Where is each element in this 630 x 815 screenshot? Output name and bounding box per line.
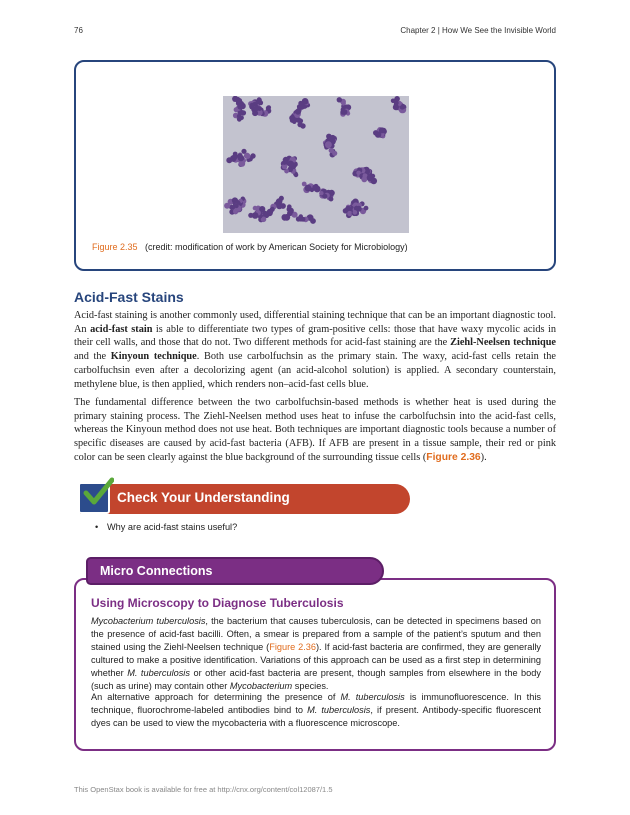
figure-caption — [92, 242, 408, 252]
cell-dot — [391, 99, 396, 104]
stained-cells-graphic — [223, 96, 409, 233]
cell-dot — [282, 214, 288, 220]
micro-connections-subtitle: Using Microscopy to Diagnose Tuberculosis — [91, 596, 344, 610]
cell-dot — [248, 213, 253, 218]
figure-credit: (credit: modification of work by American Society for Microbiology) — [145, 242, 408, 252]
check-understanding-list — [95, 522, 237, 532]
cell-dot — [234, 204, 238, 208]
cell-dot — [342, 109, 348, 115]
cell-dot — [312, 185, 317, 190]
micrograph-image — [223, 96, 409, 233]
micro-connections-title: Micro Connections — [100, 564, 213, 578]
cell-dot — [250, 103, 255, 108]
cell-dot — [364, 206, 369, 211]
body-paragraph-1: Acid-fast staining is another commonly used, differential staining technique that can be an important diagnostic tool. An acid-fast stain is able to differentiate two types of gram-positive cells: those that have waxy mycolic acids in their cell walls, and those that do not. Two different methods for acid-fast staining are the Ziehl-Neelsen technique and the Kinyoun technique. Both use carbolfuchsin as the primary stain. The waxy, acid-fast cells retain the carbolfuchsin even after a decolorizing agent (an acid-alcohol solution) is applied. A secondary counterstain, methylene blue, is then applied, which renders non–acid-fast cells blue. — [74, 310, 556, 390]
list-item: • Why are acid-fast stains useful? — [95, 522, 237, 532]
figure-label: Figure 2.35 — [92, 242, 138, 252]
cell-dot — [287, 161, 293, 167]
micro-paragraph-1: Mycobacterium tuberculosis, the bacterium that causes tuberculosis, can be detected in specimens based on the presence of acid-fast bacilli. Often, a smear is prepared from a sample of the patient’s sputum and then stained using the Ziehl-Neelsen technique (Figure 2.36). If acid-fast bacteria are confirmed, they are generally cultured to make a positive identification. Variations of this approach can be used as a first step in determining whether M. tuberculosis or other acid-fast bacteria are present, though samples from elsewhere in the body (such as urine) may contain other Mycobacterium species. — [91, 616, 541, 691]
cell-dot — [373, 130, 378, 135]
cell-dot — [325, 141, 332, 148]
cell-dot — [329, 148, 334, 153]
body-paragraph-2: The fundamental difference between the two carbolfuchsin-based methods is whether heat is used during the primary staining process. The Ziehl-Neelsen method uses heat to infuse the carbolfuchsin into the acid-fast cells, whereas the Kinyoun method does not use heat. Both techniques are important diagnostic tools because a number of specific diseases are caused by acid-fast bacteria (AFB). If AFB are present in a tissue sample, their red or pink color can be seen clearly against the blue background of the surrounding tissue cells (Figure 2.36). — [74, 397, 556, 463]
cell-dot — [337, 97, 342, 102]
cell-dot — [371, 178, 378, 185]
cell-dot — [237, 153, 242, 158]
figure-reference-link[interactable]: Figure 2.36 — [269, 642, 316, 652]
cell-dot — [343, 208, 348, 213]
page-number: 76 — [74, 26, 83, 35]
page-footer: This OpenStax book is available for free at http://cnx.org/content/col12087/1.5 — [74, 785, 333, 794]
cell-dot — [353, 210, 358, 215]
cell-dot — [258, 100, 263, 105]
check-icon-box — [78, 482, 110, 514]
cell-dot — [302, 98, 309, 105]
cell-dot — [296, 216, 301, 221]
checkmark-icon — [82, 476, 114, 508]
cell-dot — [237, 98, 242, 103]
running-header: Chapter 2 | How We See the Invisible World — [400, 26, 556, 35]
figure-reference-link[interactable]: Figure 2.36 — [426, 451, 481, 463]
figure-box — [74, 60, 556, 271]
micro-paragraph-2: An alternative approach for determining the presence of M. tuberculosis is immunofluorescence. In this technique, fluorochrome-labeled antibodies bind to M. tuberculosis, if present. Antibody-specific fluorescent dyes can be used to view the mycobacteria with a fluorescence microscope. — [91, 692, 541, 728]
cell-dot — [244, 153, 250, 159]
cell-dot — [308, 214, 312, 218]
check-understanding-title: Check Your Understanding — [117, 490, 290, 505]
cell-dot — [232, 154, 238, 160]
section-title: Acid-Fast Stains — [74, 289, 184, 305]
cell-dot — [319, 191, 323, 195]
